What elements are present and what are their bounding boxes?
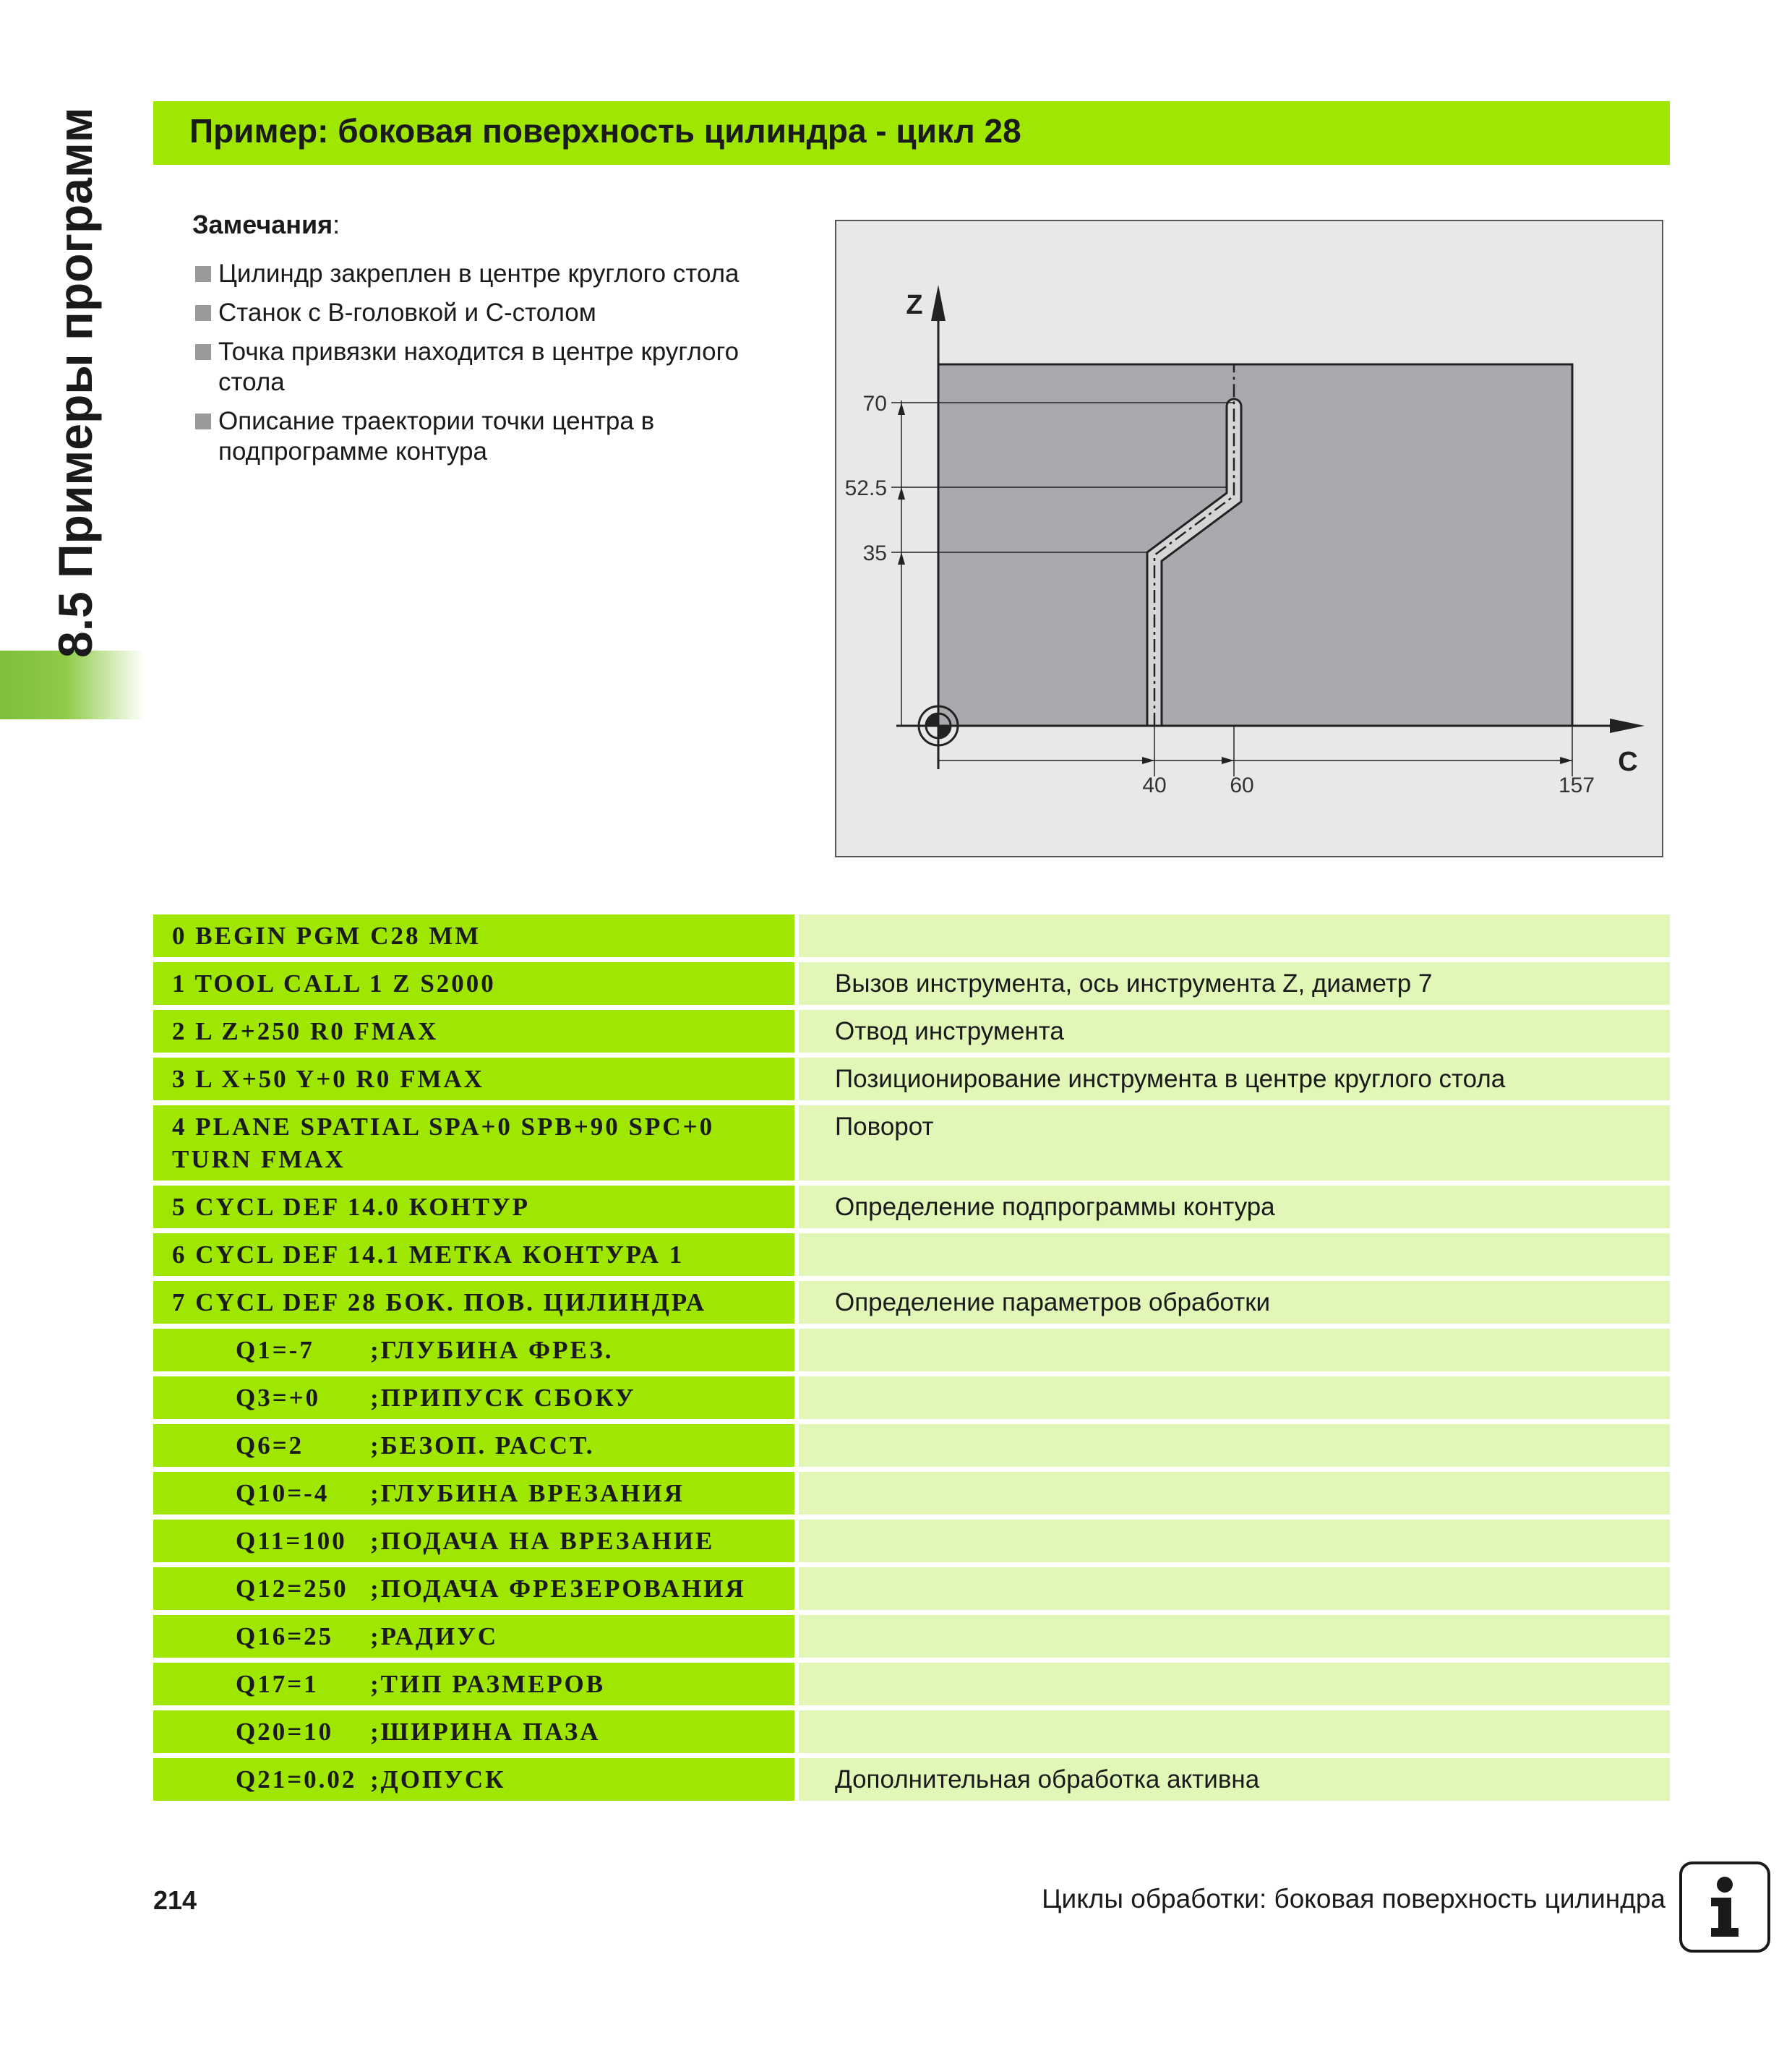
parameter-comment: ;ПОДАЧА НА ВРЕЗАНИЕ bbox=[370, 1527, 715, 1555]
info-icon bbox=[1679, 1861, 1770, 1953]
z-tick-label: 52.5 bbox=[844, 476, 887, 500]
block-description bbox=[799, 1472, 1670, 1514]
section-title: Пример: боковая поверхность цилиндра - цикл 28 bbox=[189, 112, 1021, 150]
note-item bbox=[192, 337, 756, 398]
side-gradient-tab bbox=[0, 651, 145, 719]
parameter-comment: ;ШИРИНА ПАЗА bbox=[370, 1718, 601, 1746]
table-row bbox=[153, 1567, 1670, 1610]
parameter-comment: ;ПРИПУСК СБОКУ bbox=[370, 1384, 636, 1412]
block-description: Определение подпрограммы контура bbox=[799, 1186, 1670, 1228]
table-row bbox=[153, 1233, 1670, 1276]
block-description bbox=[799, 914, 1670, 957]
parameter-value: Q20=10 bbox=[236, 1718, 334, 1746]
notes-heading-colon: : bbox=[333, 210, 340, 239]
parameter-comment: ;ГЛУБИНА ФРЕЗ. bbox=[370, 1336, 614, 1364]
note-text: Точка привязки находится в центре круглого стола bbox=[218, 338, 739, 396]
parameter-value: Q10=-4 bbox=[236, 1479, 330, 1507]
cycle-parameter bbox=[153, 1424, 794, 1467]
table-row bbox=[153, 914, 1670, 957]
cycle-parameter bbox=[153, 1710, 794, 1753]
parameter-value: Q16=25 bbox=[236, 1622, 334, 1650]
table-row bbox=[153, 1329, 1670, 1371]
block-description: Поворот bbox=[799, 1105, 1670, 1181]
c-tick-label: 40 bbox=[1142, 774, 1167, 797]
block-description bbox=[799, 1329, 1670, 1371]
table-row bbox=[153, 1615, 1670, 1658]
parameter-comment: ;ПОДАЧА ФРЕЗЕРОВАНИЯ bbox=[370, 1574, 746, 1603]
table-row bbox=[153, 1010, 1670, 1053]
parameter-comment: ;ДОПУСК bbox=[370, 1765, 506, 1794]
block-description bbox=[799, 1520, 1670, 1562]
block-description: Дополнительная обработка активна bbox=[799, 1758, 1670, 1801]
block-description bbox=[799, 1567, 1670, 1610]
c-tick-label: 157 bbox=[1558, 774, 1595, 797]
z-axis-label: Z bbox=[906, 290, 923, 320]
table-row bbox=[153, 1281, 1670, 1324]
parameter-value: Q17=1 bbox=[236, 1670, 319, 1698]
block-description: Вызов инструмента, ось инструмента Z, диаметр 7 bbox=[799, 962, 1670, 1005]
parameter-comment: ;ГЛУБИНА ВРЕЗАНИЯ bbox=[370, 1479, 685, 1507]
nc-block: 1 TOOL CALL 1 Z S2000 bbox=[153, 962, 794, 1005]
table-row bbox=[153, 1520, 1670, 1562]
square-bullet-icon bbox=[195, 266, 211, 282]
cycle-parameter bbox=[153, 1567, 794, 1610]
cylinder-surface-diagram bbox=[835, 220, 1663, 857]
block-description bbox=[799, 1615, 1670, 1658]
parameter-comment: ;РАДИУС bbox=[370, 1622, 499, 1650]
square-bullet-icon bbox=[195, 344, 211, 360]
block-description bbox=[799, 1376, 1670, 1419]
nc-program-table bbox=[153, 914, 1670, 1806]
parameter-value: Q21=0.02 bbox=[236, 1765, 357, 1794]
nc-block: 0 BEGIN PGM C28 MM bbox=[153, 914, 794, 957]
block-description: Определение параметров обработки bbox=[799, 1281, 1670, 1324]
table-row bbox=[153, 1663, 1670, 1705]
parameter-value: Q11=100 bbox=[236, 1527, 347, 1555]
section-header bbox=[153, 101, 1670, 165]
chapter-side-title: 8.5 Примеры программ bbox=[48, 107, 102, 658]
notes-heading-text: Замечания bbox=[192, 210, 333, 239]
running-footer: Циклы обработки: боковая поверхность цилиндра bbox=[1042, 1884, 1665, 1914]
block-description: Отвод инструмента bbox=[799, 1010, 1670, 1053]
parameter-value: Q1=-7 bbox=[236, 1336, 314, 1364]
notes-block bbox=[192, 210, 756, 476]
table-row bbox=[153, 1105, 1670, 1181]
note-item bbox=[192, 406, 756, 467]
nc-block: 2 L Z+250 R0 FMAX bbox=[153, 1010, 794, 1053]
z-tick-label: 70 bbox=[862, 392, 887, 416]
nc-block: 6 CYCL DEF 14.1 МЕТКА КОНТУРА 1 bbox=[153, 1233, 794, 1276]
table-row bbox=[153, 1058, 1670, 1100]
table-row bbox=[153, 1424, 1670, 1467]
table-row bbox=[153, 1376, 1670, 1419]
note-text: Описание траектории точки центра в подпрограмме контура bbox=[218, 407, 655, 466]
table-row bbox=[153, 1186, 1670, 1228]
nc-block: 4 PLANE SPATIAL SPA+0 SPB+90 SPC+0 TURN FMAX bbox=[153, 1105, 794, 1181]
table-row bbox=[153, 962, 1670, 1005]
nc-block: 5 CYCL DEF 14.0 КОНТУР bbox=[153, 1186, 794, 1228]
block-description: Позиционирование инструмента в центре круглого стола bbox=[799, 1058, 1670, 1100]
z-tick-label: 35 bbox=[862, 541, 887, 565]
cycle-parameter bbox=[153, 1758, 794, 1801]
parameter-value: Q6=2 bbox=[236, 1431, 304, 1460]
nc-block: 3 L X+50 Y+0 R0 FMAX bbox=[153, 1058, 794, 1100]
cycle-parameter bbox=[153, 1472, 794, 1514]
cycle-parameter bbox=[153, 1663, 794, 1705]
note-item bbox=[192, 259, 756, 289]
notes-heading bbox=[192, 210, 756, 240]
c-axis-label: C bbox=[1618, 747, 1638, 777]
page-number: 214 bbox=[153, 1885, 197, 1915]
square-bullet-icon bbox=[195, 414, 211, 429]
note-text: Станок с B-головкой и C-столом bbox=[218, 299, 596, 327]
square-bullet-icon bbox=[195, 305, 211, 321]
table-row bbox=[153, 1710, 1670, 1753]
parameter-comment: ;ТИП РАЗМЕРОВ bbox=[370, 1670, 606, 1698]
note-text: Цилиндр закреплен в центре круглого стола bbox=[218, 260, 739, 288]
parameter-comment: ;БЕЗОП. РАССТ. bbox=[370, 1431, 595, 1460]
cycle-parameter bbox=[153, 1376, 794, 1419]
parameter-value: Q3=+0 bbox=[236, 1384, 321, 1412]
cycle-parameter bbox=[153, 1329, 794, 1371]
note-item bbox=[192, 298, 756, 328]
block-description bbox=[799, 1710, 1670, 1753]
part-outline bbox=[938, 364, 1572, 726]
block-description bbox=[799, 1663, 1670, 1705]
cycle-parameter bbox=[153, 1520, 794, 1562]
block-description bbox=[799, 1424, 1670, 1467]
block-description bbox=[799, 1233, 1670, 1276]
nc-block: 7 CYCL DEF 28 БОК. ПОВ. ЦИЛИНДРА bbox=[153, 1281, 794, 1324]
cycle-parameter bbox=[153, 1615, 794, 1658]
c-tick-label: 60 bbox=[1230, 774, 1254, 797]
table-row bbox=[153, 1758, 1670, 1801]
table-row bbox=[153, 1472, 1670, 1514]
parameter-value: Q12=250 bbox=[236, 1574, 348, 1603]
